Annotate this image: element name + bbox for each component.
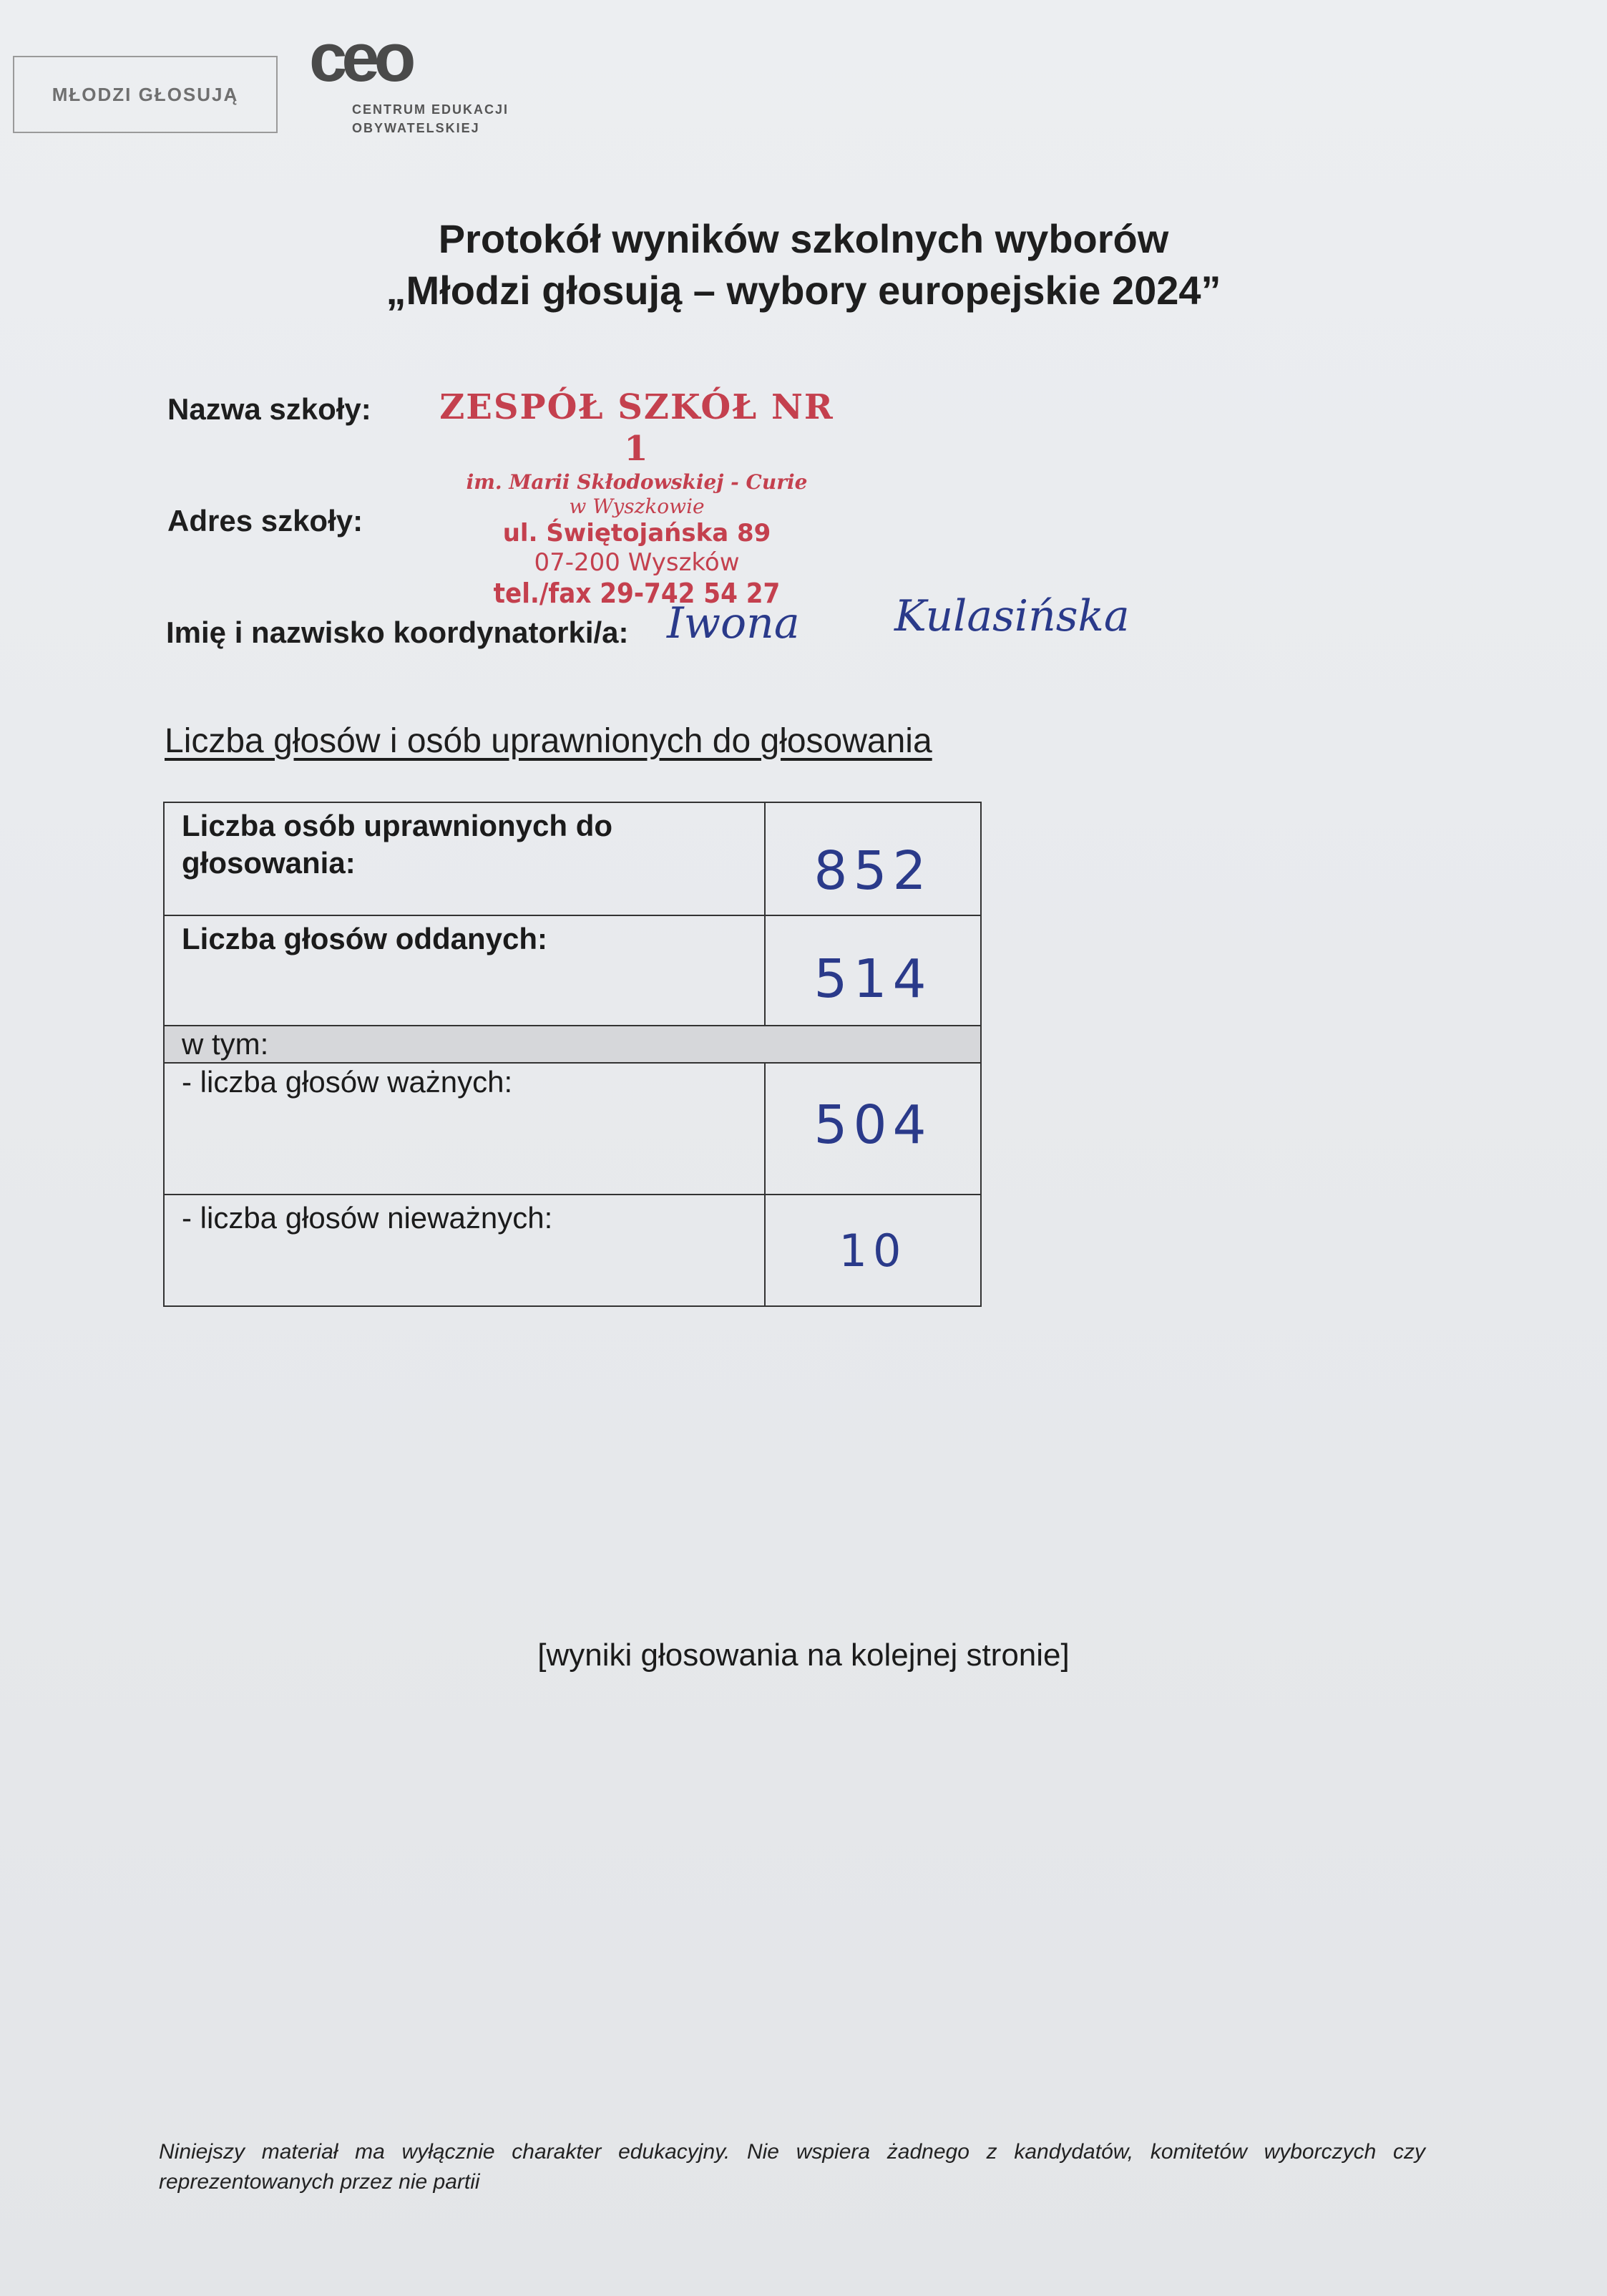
table-row-valid — [165, 1064, 980, 1195]
stamp-line2: im. Marii Skłodowskiej - Curie — [466, 470, 808, 494]
eligible-label-cell — [165, 803, 766, 915]
valid-value-cell — [766, 1064, 980, 1194]
title-line1: Protokół wyników szkolnych wyborów — [438, 216, 1169, 261]
title-line2: „Młodzi głosują – wybory europejskie 2024” — [386, 268, 1221, 313]
school-stamp — [422, 386, 851, 610]
including-label: w tym: — [182, 1027, 269, 1061]
mlodzi-glosuja-logo — [13, 56, 278, 133]
table-row-eligible — [165, 803, 980, 916]
invalid-label: - liczba głosów nieważnych: — [182, 1201, 553, 1235]
coordinator-label: Imię i nazwisko koordynatorki/a: — [166, 616, 629, 649]
stamp-line6: tel./fax 29-742 54 27 — [493, 578, 781, 609]
invalid-label-cell — [165, 1195, 766, 1305]
cast-value-cell — [766, 916, 980, 1025]
footer-disclaimer: Niniejszy materiał ma wyłącznie charakter edukacyjny. Nie wspiera żadnego z kandydatów, komitetów wyborczych czy reprezentowanych przez nie partii — [159, 2140, 1425, 2194]
ceo-logo: ceo — [309, 19, 411, 96]
school-address-label: Adres szkoły: — [167, 504, 363, 537]
invalid-value: 10 — [839, 1224, 907, 1277]
stamp-line1: ZESPÓŁ SZKÓŁ NR 1 — [439, 387, 834, 469]
school-name-label: Nazwa szkoły: — [167, 392, 371, 426]
ceo-logo-caption — [352, 100, 552, 137]
votes-table — [163, 802, 982, 1307]
stamp-line4: ul. Świętojańska 89 — [502, 519, 771, 548]
stamp-line5: 07-200 Wyszków — [534, 548, 740, 577]
cast-value: 514 — [814, 948, 932, 1010]
stamp-line3: w Wyszkowie — [569, 495, 705, 518]
cast-label-cell — [165, 916, 766, 1025]
section-heading: Liczba głosów i osób uprawnionych do głosowania — [165, 722, 932, 760]
table-row-cast — [165, 916, 980, 1026]
cast-label: Liczba głosów oddanych: — [182, 922, 548, 955]
valid-value: 504 — [814, 1094, 932, 1156]
ceo-caption-line1: CENTRUM EDUKACJI — [352, 102, 509, 117]
ceo-caption-line2: OBYWATELSKIEJ — [352, 121, 480, 135]
table-row-invalid — [165, 1195, 980, 1305]
valid-label-cell — [165, 1064, 766, 1194]
valid-label: - liczba głosów ważnych: — [182, 1065, 513, 1099]
table-row-including — [165, 1026, 980, 1064]
coordinator-last-name: Kulasińska — [894, 591, 1130, 641]
coordinator-first-name: Iwona — [667, 598, 800, 648]
next-page-note: [wyniki głosowania na kolejnej stronie] — [537, 1638, 1070, 1673]
eligible-label: Liczba osób uprawnionych do głosowania: — [182, 809, 613, 880]
invalid-value-cell — [766, 1195, 980, 1305]
eligible-value: 852 — [814, 840, 932, 902]
eligible-value-cell — [766, 803, 980, 915]
mlodzi-glosuja-logo-text: MŁODZI GŁOSUJĄ — [52, 83, 239, 105]
